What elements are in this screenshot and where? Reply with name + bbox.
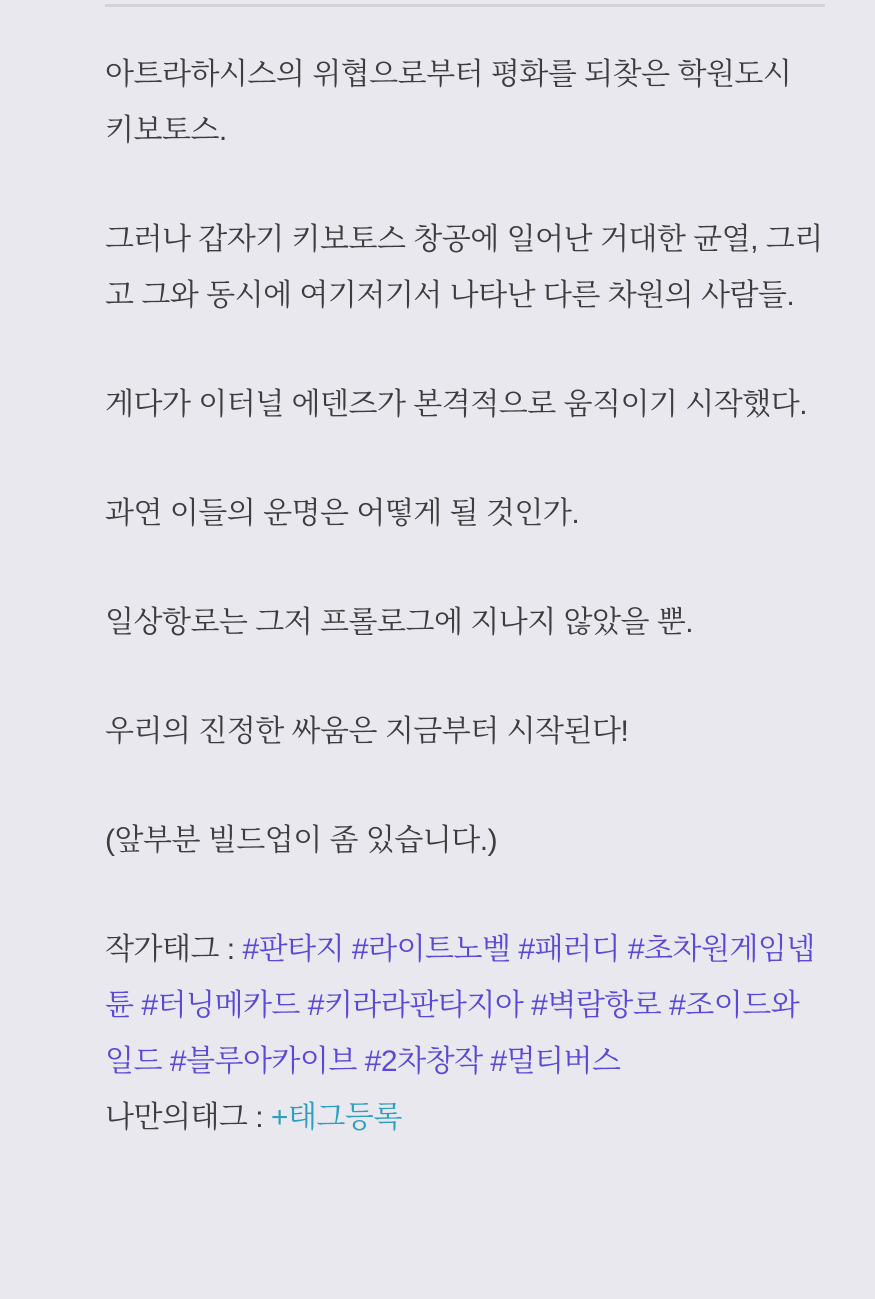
author-tag-link[interactable]: #터닝메카드 [141,989,300,1022]
synopsis-section [0,4,875,1146]
synopsis-paragraph: (앞부분 빌드업이 좀 있습니다.) [105,824,498,857]
synopsis-text [105,47,825,869]
author-tag-link[interactable]: #블루아카이브 [169,1045,357,1078]
synopsis-paragraph: 우리의 진정한 싸움은 지금부터 시작된다! [105,715,629,748]
my-tags-label: 나만의태그 : [105,1101,264,1134]
author-tag-link[interactable]: #초차원게임넵튠 [105,933,815,1022]
author-tags-label: 작가태그 : [105,933,235,966]
author-tag-link[interactable]: #키라라판타지아 [307,989,524,1022]
synopsis-paragraph: 게다가 이터널 에덴즈가 본격적으로 움직이기 시작했다. [105,388,808,421]
author-tag-link[interactable]: #2차창작 [364,1045,483,1078]
author-tag-link[interactable]: #라이트노벨 [351,933,511,966]
register-tag-link[interactable]: +태그등록 [270,1101,402,1134]
synopsis-paragraph: 그러나 갑자기 키보토스 창공에 일어난 거대한 균열, 그리고 그와 동시에 여기저기서 나타난 다른 차원의 사람들. [105,223,823,312]
synopsis-paragraph: 과연 이들의 운명은 어떻게 될 것인가. [105,497,580,530]
synopsis-content [105,7,825,1146]
synopsis-paragraph: 아트라하시스의 위협으로부터 평화를 되찾은 학원도시 키보토스. [105,58,792,147]
synopsis-paragraph: 일상항로는 그저 프롤로그에 지나지 않았을 뿐. [105,606,694,639]
author-tag-link[interactable]: #패러디 [518,933,620,966]
author-tags-line [105,922,825,1090]
author-tag-link[interactable]: #판타지 [242,933,345,966]
author-tag-link[interactable]: #벽람항로 [531,989,662,1022]
my-tags-line [105,1090,825,1146]
author-tag-link[interactable]: #멀티버스 [490,1045,621,1078]
author-tag-link[interactable]: #조이드와일드 [105,989,800,1078]
